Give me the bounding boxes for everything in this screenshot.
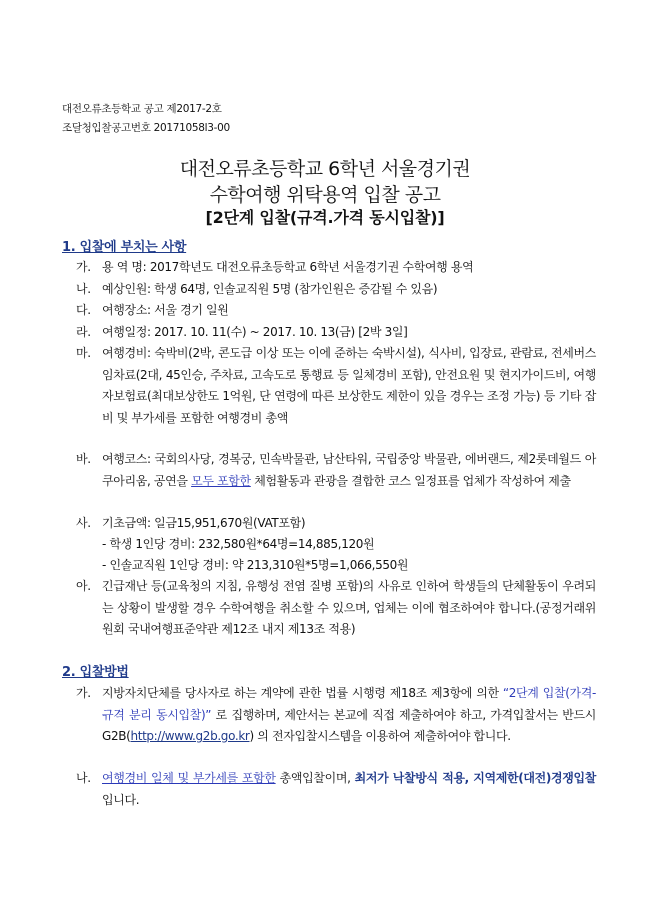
item-text: 여행경비: 숙박비(2박, 콘도급 이상 또는 이에 준하는 숙박시설), 식사비, 입장료, 관람료, 전세버스임차료(2대, 45인승, 주차료, 고속도로 통행료 등 일체경비 포함), 안전요원 및 현지가이드비, 여행자보험료(최대보상한도 1억원, 단 연령에 따른 보상한도 제한이 있을 경우는 조정 가능) 등 기타 잡비 및 부가세를 포함한 여행경비 총액 <box>102 346 596 425</box>
item-sa <box>76 513 596 535</box>
section-1-heading <box>62 236 186 255</box>
highlight-two-stage: “2단계 입찰(가격-규격 분리 동시입찰)” <box>102 686 596 722</box>
highlight-all-costs: 여행경비 일체 및 부가세를 포함한 <box>102 771 276 785</box>
item-label: 나. <box>76 771 91 785</box>
item-text-part: 로 집행하며, 제안서는 본교에 직접 제출하여야 하고, 가격입찰서는 반드시 G2B( <box>102 707 596 743</box>
highlight-all-included: 모두 포함한 <box>191 473 251 488</box>
item-text-part: 여행코스: 국회의사당, 경복궁, 민속박물관, 남산타워, 국립중앙 박물관, 에버랜드, 제2롯데월드 아쿠아리움, 공연을 <box>102 452 596 488</box>
item-ra <box>76 322 596 344</box>
item-ba <box>76 449 596 492</box>
item-label: 가. <box>76 686 91 700</box>
item-text-part: 지방자치단체를 당사자로 하는 계약에 관한 법률 시행령 제18조 제3항에 의한 <box>102 686 503 700</box>
item-label: 나. <box>76 282 91 296</box>
item-text <box>102 683 596 748</box>
item-label: 다. <box>76 303 91 317</box>
title-line-2: 수학여행 위탁용역 입찰 공고 <box>209 184 441 206</box>
item-label: 마. <box>76 346 91 360</box>
item-text <box>102 768 596 811</box>
item-ga <box>76 257 596 279</box>
item-text-part: ) 의 전자입찰시스템을 이용하여 제출하여야 합니다. <box>249 729 511 743</box>
announcement-number: 대전오류초등학교 공고 제2017-2호 <box>62 103 222 115</box>
cost-staff: - 인솔교직원 1인당 경비: 약 213,310원*5명=1,066,550원 <box>102 558 409 572</box>
item-text-part: 체험활동과 관광을 결합한 코스 일정표를 업체가 작성하여 제출 <box>250 473 571 488</box>
item-label: 바. <box>76 452 91 466</box>
item-text: 기초금액: 일금15,951,670원(VAT포함) <box>102 516 306 530</box>
item-text: 여행장소: 서울 경기 일원 <box>102 303 229 317</box>
item-text: 예상인원: 학생 64명, 인솔교직원 5명 (참가인원은 증감될 수 있음) <box>102 282 438 296</box>
title-line-3: [2단계 입찰(규격.가격 동시입찰)] <box>205 208 445 227</box>
announcement-meta <box>62 100 230 138</box>
item-da <box>76 300 596 322</box>
section-2-heading-text: 2. 입찰방법 <box>62 665 129 680</box>
section-1-heading-text: 1. 입찰에 부치는 사항 <box>62 240 187 255</box>
item-bid-na <box>76 768 596 811</box>
item-text <box>102 449 596 492</box>
item-label: 가. <box>76 260 91 274</box>
item-bid-ga <box>76 683 596 748</box>
section-2-heading <box>62 661 129 680</box>
item-label: 사. <box>76 516 91 530</box>
item-label: 아. <box>76 579 91 593</box>
item-na <box>76 279 596 301</box>
item-label: 라. <box>76 325 91 339</box>
item-text-part: 총액입찰이며, <box>275 771 355 785</box>
item-text: 긴급재난 등(교육청의 지침, 유행성 전염 질병 포함)의 사유로 인하여 학생들의 단체활동이 우려되는 상황이 발생할 경우 수학여행을 취소할 수 있으며, 업체는 이에 협조하여야 합니다.(공정거래위원회 국내여행표준약관 제12조 내지 제13조 적용) <box>102 579 596 636</box>
g2b-link[interactable]: http://www.g2b.go.kr <box>130 729 250 743</box>
item-text: 용 역 명: 2017학년도 대전오류초등학교 6학년 서울경기권 수학여행 용역 <box>102 260 474 274</box>
item-ma <box>76 343 596 429</box>
procurement-number: 조달청입찰공고번호 20171058l3-00 <box>62 122 230 134</box>
item-text: 여행일정: 2017. 10. 11(수) ~ 2017. 10. 13(금) [2박 3일] <box>102 325 408 339</box>
item-text-part: 입니다. <box>102 792 140 807</box>
highlight-lowest-price: 최저가 낙찰방식 적용, 지역제한(대전)경쟁입찰 <box>354 771 596 785</box>
item-a <box>76 576 596 641</box>
title-line-1: 대전오류초등학교 6학년 서울경기권 <box>179 158 471 180</box>
cost-student: - 학생 1인당 경비: 232,580원*64명=14,885,120원 <box>102 537 375 551</box>
